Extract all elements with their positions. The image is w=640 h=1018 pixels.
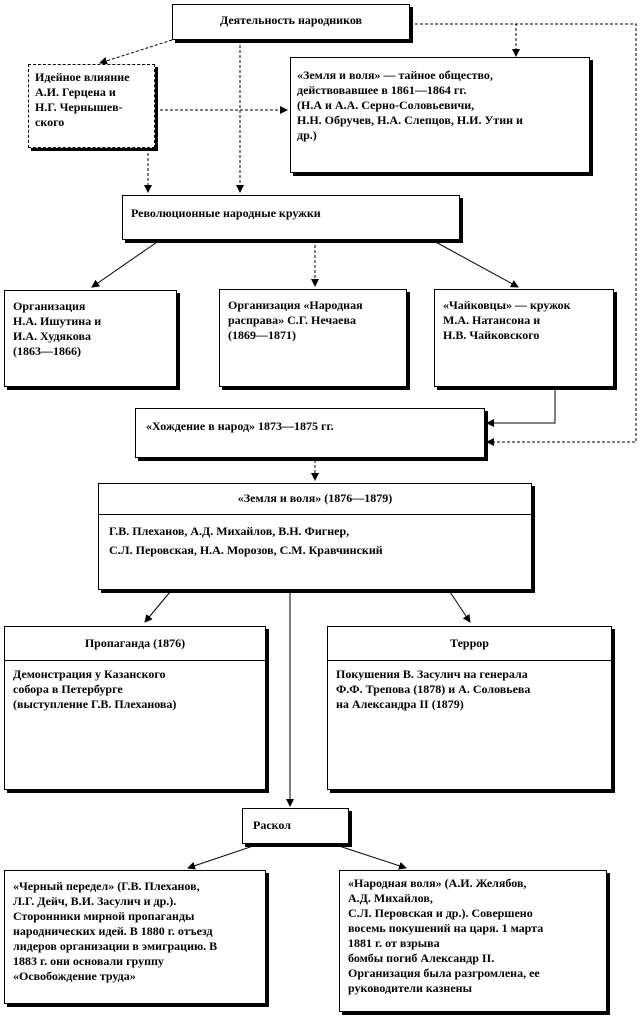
box-title: Террор [450,636,489,650]
box-title: «Хождение в народ» 1873—1875 гг. [146,419,334,433]
box-line: Н.Н. Обручев, Н.А. Слепцов, Н.И. Утин и [297,113,523,127]
box-line: Л.Г. Дейч, В.И. Засулич и др.). [13,894,177,908]
box-org-ishutin [4,290,177,387]
box-line: А.Д. Михайлов, [348,891,433,905]
box-line: руководители казнены [348,981,472,995]
box-line: С.Л. Перовская и др.). Совершено [348,906,533,920]
box-line: собора в Петербурге [13,682,123,696]
box-line: «Земля и воля» — тайное общество, [297,68,493,82]
box-chernyi-peredel [4,870,266,1004]
box-line: «Черный передел» (Г.В. Плеханов, [13,879,200,893]
box-title: Пропаганда (1876) [84,636,186,650]
box-zemlya-i-volya-1861 [290,57,590,173]
box-line: Покушения В. Засулич на генерала [336,667,528,681]
arrow-top-to-zemlya1 [410,24,516,56]
box-title: Деятельность народников [219,13,363,27]
box-divider [99,514,531,560]
box-narodniki-activity [172,4,410,40]
box-org-nechaev [219,289,407,387]
box-divider [5,660,265,712]
box-line: «Чайковцы» — кружок [443,298,571,312]
box-line: Н.Г. Чернышев- [35,100,123,114]
box-line: народнических идей. В 1880 г. отъезд [13,924,213,938]
box-line: Н.В. Чайковского [443,328,540,342]
box-line: (Н.А и А.А. Серно-Соловьевичи, [297,98,475,112]
box-khozhdenie-v-narod [135,408,485,458]
arrow-raskol-to-chernyi [188,843,262,868]
box-divider [328,660,611,712]
box-line: Ф.Ф. Трепова (1878) и А. Соловьева [336,682,531,696]
box-ideological-influence [28,64,155,148]
box-line: Демонстрация у Казанского [13,667,166,681]
box-chaikovtsy [434,289,614,387]
box-title: Революционные народные кружки [131,206,321,220]
box-line: Организация «Народная [228,298,363,312]
box-zemlya-i-volya-1876 [98,483,532,590]
box-line: др.) [297,128,317,142]
arrow-zemlya2-to-terror [450,592,470,622]
arrow-circles-to-org3 [432,240,518,287]
box-line: Организация [13,299,86,313]
box-line: ского [35,115,65,129]
box-line: на Александра II (1879) [336,697,464,711]
box-line: 1881 г. от взрыва [348,936,440,950]
box-line: бомбы погиб Александр II. [348,951,495,965]
box-revolutionary-circles [122,195,460,240]
box-propaganda [4,626,266,790]
box-terror [327,626,612,790]
box-line: И.А. Худякова [13,329,91,343]
box-line: восемь покушений на царя. 1 марта [348,921,544,935]
box-line: «Освобождение труда» [13,969,136,983]
box-line: Организация была разгромлена, ее [348,966,540,980]
box-raskol [242,808,349,844]
box-line: Идейное влияние [35,70,130,84]
box-line: 1883 г. они основали группу [13,954,164,968]
box-title: Раскол [253,818,291,832]
box-line: Г.В. Плеханов, А.Д. Михайлов, В.Н. Фигнер, [109,524,350,538]
box-line: «Народная воля» (А.И. Желябов, [348,876,527,890]
arrow-raskol-to-volya [330,843,406,868]
box-line: действовавшее в 1861—1864 гг. [297,83,467,97]
box-line: (выступление Г.В. Плеханова) [13,697,177,711]
arrow-circles-to-org1 [92,240,160,287]
box-line: лидеров организации в эмиграцию. В [13,939,218,953]
box-line: М.А. Натансона и [443,313,541,327]
box-narodnaya-volya [339,870,607,1012]
box-line: (1863—1866) [13,344,81,358]
box-title: «Земля и воля» (1876—1879) [237,491,393,505]
box-line: А.И. Герцена и [35,85,116,99]
box-line: Н.А. Ишутина и [13,314,102,328]
box-line: С.Л. Перовская, Н.А. Морозов, С.М. Кравчинский [109,543,383,557]
arrow-org3-to-khozhdenie [487,390,555,423]
arrow-zemlya2-to-propaganda [145,592,170,622]
box-line: расправа» С.Г. Нечаева [228,313,356,327]
box-line: Сторонники мирной пропаганды [13,909,195,923]
arrow-top-to-ideological [100,40,172,63]
box-line: (1869—1871) [228,328,296,342]
